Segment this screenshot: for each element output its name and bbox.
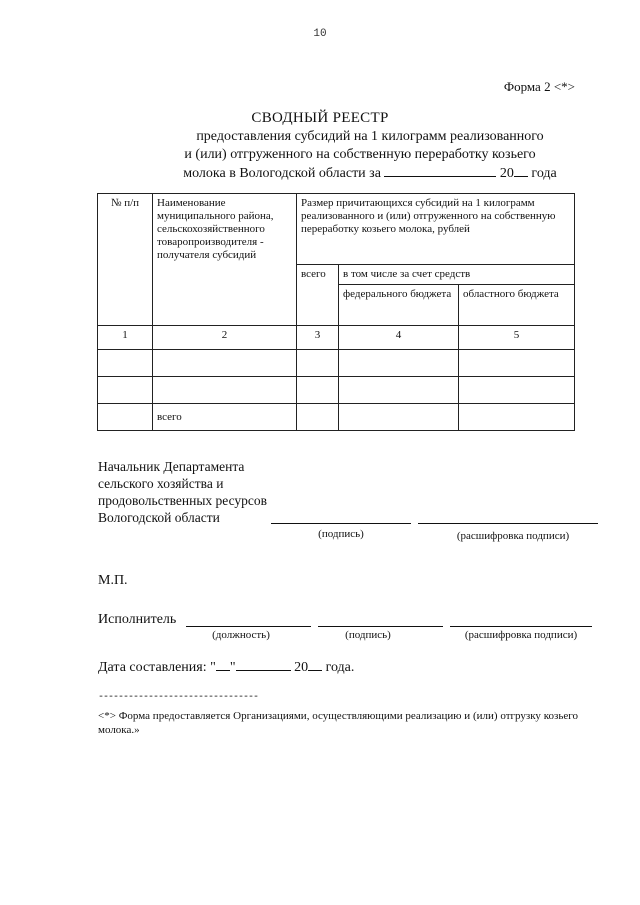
header-total: всего	[297, 265, 339, 326]
table-cell	[339, 350, 459, 377]
date-suffix: года.	[325, 660, 355, 675]
table-cell	[98, 350, 153, 377]
stamp-placeholder: М.П.	[98, 573, 128, 588]
column-number: 2	[153, 326, 297, 350]
table-cell	[339, 404, 459, 431]
header-federal: федерального бюджета	[339, 285, 459, 326]
period-blank	[384, 164, 496, 177]
subtitle-line-3	[0, 164, 640, 183]
signature-hint: (подпись)	[318, 528, 364, 540]
executor-decode-hint: (расшифровка подписи)	[464, 629, 578, 641]
footnote-separator: --------------------------------	[98, 692, 259, 703]
page-number: 10	[313, 28, 327, 40]
total-row	[98, 404, 575, 431]
column-number-row	[98, 326, 575, 350]
date-year-prefix: 20	[294, 660, 309, 675]
table-cell	[459, 350, 575, 377]
signature-decode-hint: (расшифровка подписи)	[456, 530, 570, 542]
date-label: Дата составления: "	[98, 660, 216, 675]
table-cell	[153, 377, 297, 404]
header-name: Наименование муниципального района, сельскохозяйственного товаропроизводителя - получателя субсидий	[153, 194, 297, 326]
signature-line	[271, 523, 411, 524]
subtitle-line-3-text: молока в Вологодской области за	[183, 166, 381, 181]
subtitle-line-2: и (или) отгруженного на собственную переработку козьего	[184, 147, 536, 162]
executor-position-hint: (должность)	[212, 629, 270, 641]
day-blank	[216, 658, 230, 671]
total-row-label: всего	[153, 404, 297, 431]
header-including: в том числе за счет средств	[339, 265, 575, 285]
column-number: 5	[459, 326, 575, 350]
signatory-line-3: продовольственных ресурсов	[98, 493, 268, 508]
executor-signature-hint: (подпись)	[345, 629, 391, 641]
column-number: 1	[98, 326, 153, 350]
header-no: № п/п	[98, 194, 153, 326]
signatory-line-4: Вологодской области	[98, 510, 220, 525]
signatory-title	[98, 458, 267, 526]
executor-label: Исполнитель	[98, 612, 177, 627]
table-cell	[153, 350, 297, 377]
footnote: <*> Форма предоставляется Организациями, осуществляющими реализацию и (или) отгрузку козьего молока.»	[98, 710, 578, 736]
table-cell	[339, 377, 459, 404]
executor-decode-line	[450, 626, 592, 627]
executor-position-line	[186, 626, 311, 627]
signatory-line-1: Начальник Департамента	[98, 459, 245, 474]
table-row	[98, 350, 575, 377]
compile-date	[98, 658, 354, 676]
signature-decode-line	[418, 523, 598, 524]
table-cell	[98, 377, 153, 404]
date-year-blank	[308, 658, 322, 671]
column-number: 4	[339, 326, 459, 350]
date-quote: "	[229, 660, 236, 675]
table-row	[98, 377, 575, 404]
year-prefix: 20	[499, 166, 514, 181]
year-blank	[514, 164, 528, 177]
header-regional: областного бюджета	[459, 285, 575, 326]
registry-table	[97, 193, 575, 431]
table-cell	[459, 377, 575, 404]
table-cell	[98, 404, 153, 431]
table-cell	[297, 377, 339, 404]
form-label: Форма 2 <*>	[503, 79, 575, 94]
header-subsidy-size: Размер причитающихся субсидий на 1 килограмм реализованного и (или) отгруженного на собственную переработку козьего молока, рублей	[297, 194, 575, 265]
executor-signature-line	[318, 626, 443, 627]
column-number: 3	[297, 326, 339, 350]
signatory-line-2: сельского хозяйства и	[98, 476, 224, 491]
table-cell	[297, 404, 339, 431]
year-suffix: года	[531, 166, 557, 181]
table-cell	[459, 404, 575, 431]
month-blank	[236, 658, 291, 671]
table-cell	[297, 350, 339, 377]
subtitle-line-1: предоставления субсидий на 1 килограмм реализованного	[196, 129, 544, 144]
document-title: СВОДНЫЙ РЕЕСТР	[251, 110, 389, 126]
